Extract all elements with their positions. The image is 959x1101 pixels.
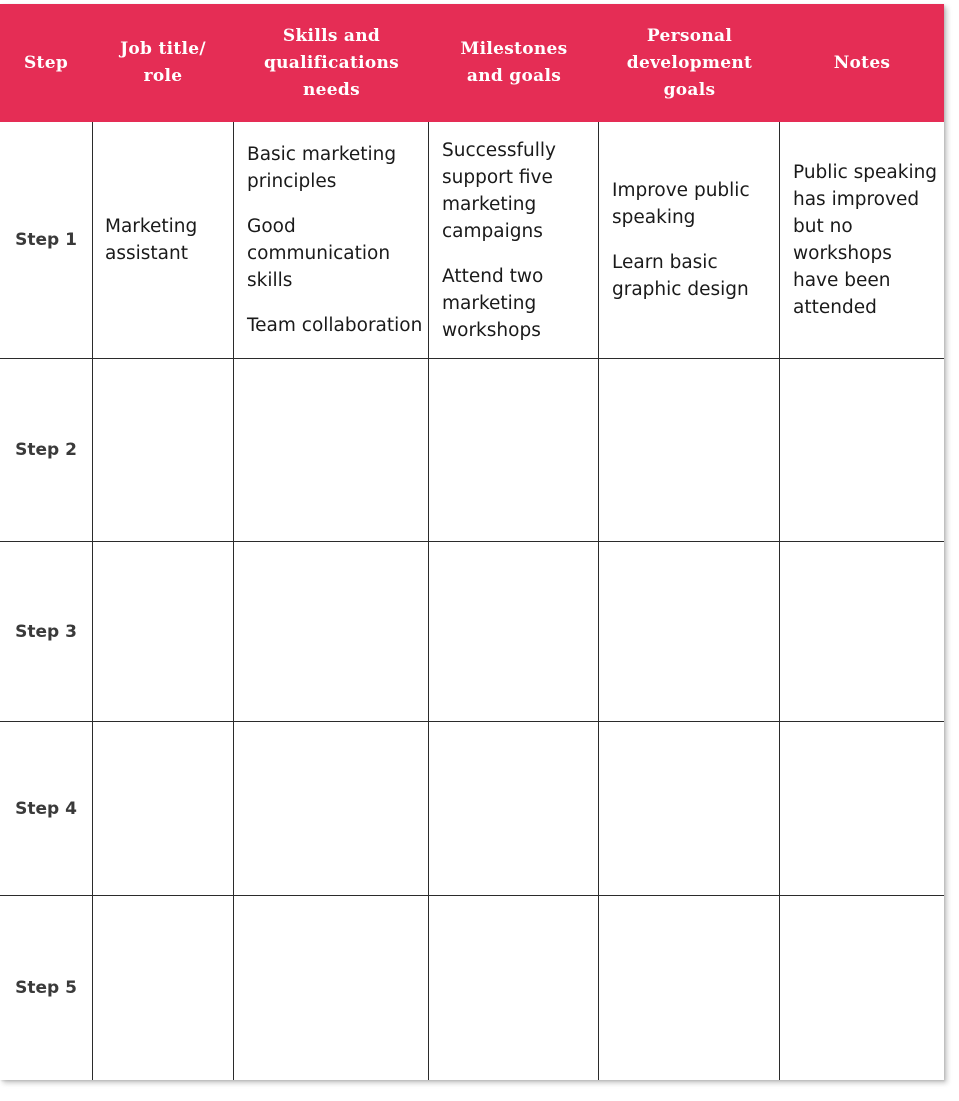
development-item: Improve public speaking <box>612 180 750 228</box>
table-header-row <box>0 4 944 122</box>
column-header-skills: Skills and qualifications needs <box>263 25 400 100</box>
grid-line <box>0 358 944 359</box>
grid-line <box>428 122 429 1080</box>
milestone-item: Attend two marketing workshops <box>442 265 544 341</box>
grid-line <box>0 895 944 896</box>
development-item: Learn basic graphic design <box>612 252 749 300</box>
notes-text: Public speaking has improved but no workshops have been attended <box>793 162 938 318</box>
column-header-milestones: Milestones and goals <box>460 39 568 86</box>
step-label: Step 5 <box>15 978 77 998</box>
step-label: Step 3 <box>15 621 77 642</box>
skills-cell <box>247 122 425 358</box>
grid-line <box>0 721 944 722</box>
column-header-notes: Notes <box>833 52 891 73</box>
notes-cell <box>793 122 941 358</box>
skill-item: Good communication skills <box>247 216 391 291</box>
grid-line <box>233 122 234 1080</box>
skill-item: Team collaboration <box>247 315 423 336</box>
step-label: Step 4 <box>15 798 77 819</box>
column-header-job-title: Job title/ role <box>120 39 206 86</box>
development-cell <box>612 122 774 358</box>
job-title-cell <box>105 122 230 358</box>
grid-line <box>0 541 944 542</box>
step-label: Step 2 <box>15 440 77 460</box>
column-header-step: Step <box>23 52 69 73</box>
job-title-text: Marketing assistant <box>105 216 198 264</box>
step-label: Step 1 <box>15 230 77 250</box>
milestones-cell <box>442 122 592 358</box>
column-header-development: Personal development goals <box>626 25 753 100</box>
milestone-item: Successfully support five marketing campaigns <box>442 139 556 242</box>
grid-line <box>779 122 780 1080</box>
grid-line <box>92 122 93 1080</box>
skill-item: Basic marketing principles <box>247 144 397 192</box>
career-plan-table <box>0 4 944 1080</box>
grid-line <box>598 122 599 1080</box>
